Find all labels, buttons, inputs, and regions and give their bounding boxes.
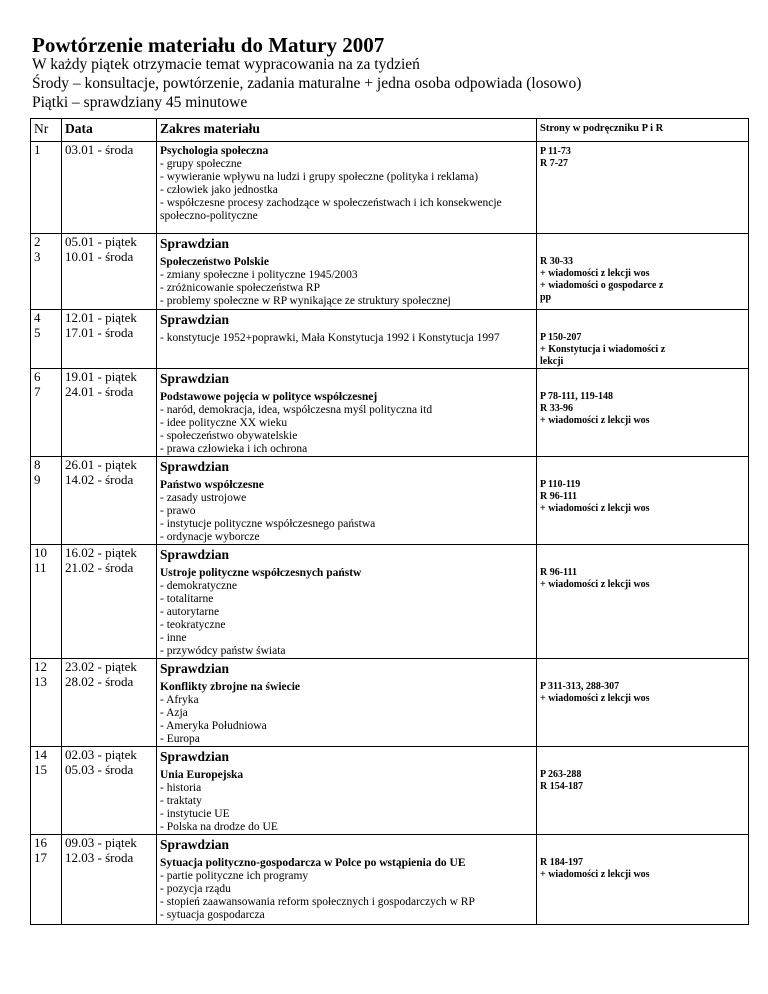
topic-item: - Polska na drodze do UE xyxy=(160,821,278,833)
pages-line: R 184-197 xyxy=(540,857,584,868)
topic-item: - wywieranie wpływu na ludzi i grupy społeczne (polityka i reklama) xyxy=(160,171,479,183)
topic-item: - Azja xyxy=(160,707,188,719)
pages-spacer xyxy=(540,234,745,256)
row-number: 9 xyxy=(34,472,41,487)
row-number-cell xyxy=(31,142,62,234)
row-pages-cell xyxy=(537,310,749,369)
topic-item: - zasady ustrojowe xyxy=(160,492,247,504)
row-number: 15 xyxy=(34,762,47,777)
row-number: 7 xyxy=(34,384,41,399)
pages-line: R 33-96 xyxy=(540,403,574,414)
row-date-cell xyxy=(62,835,157,925)
topic-item: - instytucje polityczne współczesnego państwa xyxy=(160,518,376,530)
row-number-test: 16 xyxy=(34,835,47,850)
header-pages: Strony w podręczniku P i R xyxy=(537,119,749,142)
row-pages-cell xyxy=(537,835,749,925)
table-row xyxy=(31,457,749,545)
pages-line: + wiadomości z lekcji wos xyxy=(540,415,650,426)
table-row xyxy=(31,659,749,747)
table-row xyxy=(31,310,749,369)
topic-item: - ordynacje wyborcze xyxy=(160,531,260,543)
topic-item: - autorytarne xyxy=(160,606,220,618)
header-topic: Zakres materiału xyxy=(157,119,537,142)
row-number: 17 xyxy=(34,850,47,865)
page-title: Powtórzenie materiału do Matury 2007 xyxy=(32,33,385,57)
test-label: Sprawdzian xyxy=(160,547,230,562)
row-number: 3 xyxy=(34,249,41,264)
pages-line: pp xyxy=(540,292,552,303)
test-label: Sprawdzian xyxy=(160,749,230,764)
topic-item: - partie polityczne ich programy xyxy=(160,870,309,882)
pages-line: + wiadomości z lekcji wos xyxy=(540,693,650,704)
topic-title: Ustroje polityczne współczesnych państw xyxy=(160,567,362,579)
row-date: 24.01 - środa xyxy=(65,384,134,399)
pages-line: R 30-33 xyxy=(540,256,574,267)
topic-item: - inne xyxy=(160,632,187,644)
topic-item: - Europa xyxy=(160,733,200,745)
row-number-cell xyxy=(31,457,62,545)
row-number: 11 xyxy=(34,560,47,575)
pages-line: + wiadomości z lekcji wos xyxy=(540,503,650,514)
topic-title: Unia Europejska xyxy=(160,769,244,781)
pages-line: P 150-207 xyxy=(540,332,582,343)
row-number: 5 xyxy=(34,325,41,340)
row-pages-cell xyxy=(537,747,749,835)
row-date-cell xyxy=(62,747,157,835)
topic-item: - Ameryka Południowa xyxy=(160,720,267,732)
intro-line: Środy – konsultacje, powtórzenie, zadania maturalne + jedna osoba odpowiada (losowo) xyxy=(32,75,582,92)
topic-item: - problemy społeczne w RP wynikające ze struktury społecznej xyxy=(160,295,451,307)
pages-line: P 110-119 xyxy=(540,479,581,490)
pages-spacer xyxy=(540,835,745,857)
row-date: 12.03 - środa xyxy=(65,850,134,865)
row-topic-cell xyxy=(157,142,537,234)
row-topic-cell xyxy=(157,457,537,545)
test-label: Sprawdzian xyxy=(160,312,230,327)
table-header-row xyxy=(31,119,749,142)
topic-item: - przywódcy państw świata xyxy=(160,645,286,657)
test-label: Sprawdzian xyxy=(160,371,230,386)
table-row xyxy=(31,835,749,925)
row-number: 1 xyxy=(34,142,41,157)
row-pages-cell xyxy=(537,659,749,747)
row-pages-cell xyxy=(537,142,749,234)
topic-item: - sytuacja gospodarcza xyxy=(160,909,265,921)
row-date-cell xyxy=(62,457,157,545)
row-number-cell xyxy=(31,310,62,369)
topic-item: - stopień zaawansowania reform społecznych i gospodarczych w RP xyxy=(160,896,475,908)
row-number-cell xyxy=(31,369,62,457)
topic-item: - historia xyxy=(160,782,202,794)
pages-line: R 96-111 xyxy=(540,491,577,502)
topic-item: - społeczeństwo obywatelskie xyxy=(160,430,298,442)
row-date-cell xyxy=(62,142,157,234)
table-row xyxy=(31,142,749,234)
row-number-test: 4 xyxy=(34,310,41,325)
pages-spacer xyxy=(540,310,745,332)
header-date: Data xyxy=(62,119,157,142)
row-date-test: 23.02 - piątek xyxy=(65,659,137,674)
test-label: Sprawdzian xyxy=(160,459,230,474)
topic-item: - idee polityczne XX wieku xyxy=(160,417,288,429)
table-row xyxy=(31,545,749,659)
pages-spacer xyxy=(540,659,745,681)
row-date-test: 26.01 - piątek xyxy=(65,457,137,472)
pages-line: R 96-111 xyxy=(540,567,577,578)
row-topic-cell xyxy=(157,310,537,369)
row-topic-cell xyxy=(157,545,537,659)
topic-item: - Afryka xyxy=(160,694,199,706)
test-label: Sprawdzian xyxy=(160,236,230,251)
row-topic-cell xyxy=(157,835,537,925)
test-label: Sprawdzian xyxy=(160,837,230,852)
intro-line: Piątki – sprawdziany 45 minutowe xyxy=(32,94,248,111)
topic-title: Podstawowe pojęcia w polityce współczesnej xyxy=(160,391,378,403)
topic-item: - człowiek jako jednostka xyxy=(160,184,278,196)
row-number-cell xyxy=(31,545,62,659)
row-number-test: 8 xyxy=(34,457,41,472)
row-pages-cell xyxy=(537,234,749,310)
row-number-cell xyxy=(31,234,62,310)
topic-item: - prawa człowieka i ich ochrona xyxy=(160,443,308,455)
topic-item: - demokratyczne xyxy=(160,580,237,592)
row-number-test: 12 xyxy=(34,659,47,674)
row-number-test: 6 xyxy=(34,369,41,384)
topic-item: - traktaty xyxy=(160,795,202,807)
topic-item: - konstytucje 1952+poprawki, Mała Konstytucja 1992 i Konstytucja 1997 xyxy=(160,332,500,344)
pages-line: P 78-111, 119-148 xyxy=(540,391,614,402)
schedule-table xyxy=(30,118,749,925)
topic-item: - totalitarne xyxy=(160,593,214,605)
topic-title: Psychologia społeczna xyxy=(160,145,269,157)
intro-text xyxy=(32,55,581,112)
row-number-cell xyxy=(31,747,62,835)
row-pages-cell xyxy=(537,457,749,545)
pages-line: R 154-187 xyxy=(540,781,584,792)
row-number-cell xyxy=(31,835,62,925)
row-date-cell xyxy=(62,234,157,310)
topic-title: Państwo współczesne xyxy=(160,479,264,491)
row-number: 13 xyxy=(34,674,47,689)
intro-line: W każdy piątek otrzymacie temat wypracowania na za tydzień xyxy=(32,56,420,73)
row-number-cell xyxy=(31,659,62,747)
row-number-test: 10 xyxy=(34,545,47,560)
row-pages-cell xyxy=(537,545,749,659)
pages-line: + wiadomości z lekcji wos xyxy=(540,268,650,279)
row-topic-cell xyxy=(157,747,537,835)
row-number-test: 14 xyxy=(34,747,47,762)
topic-item: - prawo xyxy=(160,505,196,517)
topic-title: Konflikty zbrojne na świecie xyxy=(160,681,301,693)
topic-item: - instytucie UE xyxy=(160,808,230,820)
row-pages-cell xyxy=(537,369,749,457)
row-date: 28.02 - środa xyxy=(65,674,134,689)
pages-line: P 263-288 xyxy=(540,769,582,780)
pages-spacer xyxy=(540,545,745,567)
row-number-test: 2 xyxy=(34,234,41,249)
pages-line: P 11-73 xyxy=(540,146,571,157)
row-date: 14.02 - środa xyxy=(65,472,134,487)
row-topic-cell xyxy=(157,369,537,457)
topic-item: - zmiany społeczne i polityczne 1945/2003 xyxy=(160,269,358,281)
pages-line: + wiadomości z lekcji wos xyxy=(540,579,650,590)
pages-line: + wiadomości z lekcji wos xyxy=(540,869,650,880)
row-date: 03.01 - środa xyxy=(65,142,134,157)
pages-line: P 311-313, 288-307 xyxy=(540,681,620,692)
topic-item: - teokratyczne xyxy=(160,619,226,631)
row-date-test: 19.01 - piątek xyxy=(65,369,137,384)
topic-item: społeczno-polityczne xyxy=(160,210,258,222)
pages-line: + wiadomości o gospodarce z xyxy=(540,280,664,291)
row-date: 17.01 - środa xyxy=(65,325,134,340)
row-topic-cell xyxy=(157,234,537,310)
pages-line: R 7-27 xyxy=(540,158,569,169)
header-nr: Nr xyxy=(31,119,62,142)
row-date-cell xyxy=(62,545,157,659)
test-label: Sprawdzian xyxy=(160,661,230,676)
row-date-cell xyxy=(62,659,157,747)
pages-line: lekcji xyxy=(540,356,564,367)
row-date-test: 02.03 - piątek xyxy=(65,747,137,762)
row-date-test: 09.03 - piątek xyxy=(65,835,137,850)
pages-line: + Konstytucja i wiadomości z xyxy=(540,344,666,355)
row-date-test: 12.01 - piątek xyxy=(65,310,137,325)
row-date: 10.01 - środa xyxy=(65,249,134,264)
row-date-cell xyxy=(62,310,157,369)
row-topic-cell xyxy=(157,659,537,747)
table-row xyxy=(31,369,749,457)
table-row xyxy=(31,234,749,310)
row-date: 21.02 - środa xyxy=(65,560,134,575)
row-date-test: 05.01 - piątek xyxy=(65,234,137,249)
table-row xyxy=(31,747,749,835)
topic-title: Społeczeństwo Polskie xyxy=(160,256,269,268)
topic-item: - grupy społeczne xyxy=(160,158,242,170)
topic-item: - pozycja rządu xyxy=(160,883,231,895)
row-date-cell xyxy=(62,369,157,457)
pages-spacer xyxy=(540,457,745,479)
topic-title: Sytuacja polityczno-gospodarcza w Polce po wstąpienia do UE xyxy=(160,857,466,869)
pages-spacer xyxy=(540,369,745,391)
topic-item: - zróżnicowanie społeczeństwa RP xyxy=(160,282,320,294)
topic-item: - współczesne procesy zachodzące w społeczeństwach i ich konsekwencje xyxy=(160,197,502,209)
row-date: 05.03 - środa xyxy=(65,762,134,777)
pages-spacer xyxy=(540,747,745,769)
row-date-test: 16.02 - piątek xyxy=(65,545,137,560)
topic-item: - naród, demokracja, idea, współczesna myśl polityczna itd xyxy=(160,404,433,416)
